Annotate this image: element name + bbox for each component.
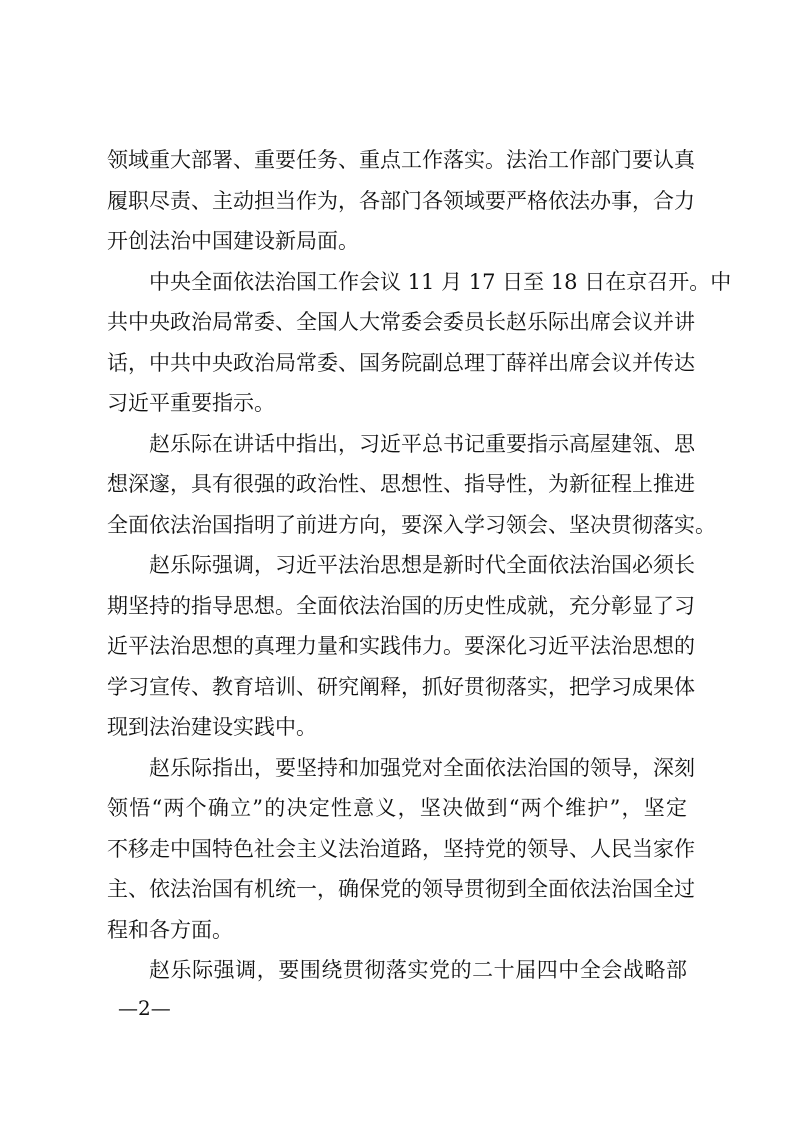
text-line: 现到法治建设实践中。 [107, 715, 317, 739]
text-line: 话，中共中央政治局常委、国务院副总理丁薛祥出席会议并传达 [107, 350, 695, 375]
text-line: 想深邃，具有很强的政治性、思想性、指导性，为新征程上推进 [107, 472, 695, 496]
text-line: 学习宣传、教育培训、研究阐释，抓好贯彻落实，把学习成果体 [107, 674, 695, 699]
text-line: 程和各方面。 [107, 917, 233, 942]
text-line: 赵乐际强调，习近平法治思想是新时代全面依法治国必须长 [149, 553, 695, 577]
text-line: 主、依法治国有机统一，确保党的领导贯彻到全面依法治国全过 [107, 877, 695, 901]
text-line: 期坚持的指导思想。全面依法治国的历史性成就，充分彰显了习 [107, 593, 695, 618]
text-line: 领域重大部署、重要任务、重点工作落实。法治工作部门要认真 [107, 148, 695, 172]
text-line: 不移走中国特色社会主义法治道路，坚持党的领导、人民当家作 [107, 836, 695, 861]
text-line: 领悟“两个确立”的决定性意义，坚决做到“两个维护”，坚定 [107, 796, 687, 820]
page-number: —2— [118, 996, 171, 1020]
text-line: 赵乐际强调，要围绕贯彻落实党的二十届四中全会战略部 [149, 958, 687, 982]
text-line: 近平法治思想的真理力量和实践伟力。要深化习近平法治思想的 [107, 634, 695, 658]
text-line: 赵乐际在讲话中指出，习近平总书记重要指示高屋建瓴、思 [149, 431, 695, 456]
text-line: 赵乐际指出，要坚持和加强党对全面依法治国的领导，深刻 [149, 755, 695, 780]
body-text [107, 140, 732, 991]
text-line: 习近平重要指示。 [107, 391, 275, 415]
text-line: 中央全面依法治国工作会议 11 月 17 日至 18 日在京召开。中 [149, 269, 732, 294]
text-line: 履职尽责、主动担当作为，各部门各领域要严格依法办事，合力 [107, 188, 695, 213]
text-line: 全面依法治国指明了前进方向，要深入学习领会、坚决贯彻落实。 [107, 512, 716, 537]
text-line: 共中央政治局常委、全国人大常委会委员长赵乐际出席会议并讲 [107, 310, 695, 334]
text-line: 开创法治中国建设新局面。 [107, 229, 359, 253]
